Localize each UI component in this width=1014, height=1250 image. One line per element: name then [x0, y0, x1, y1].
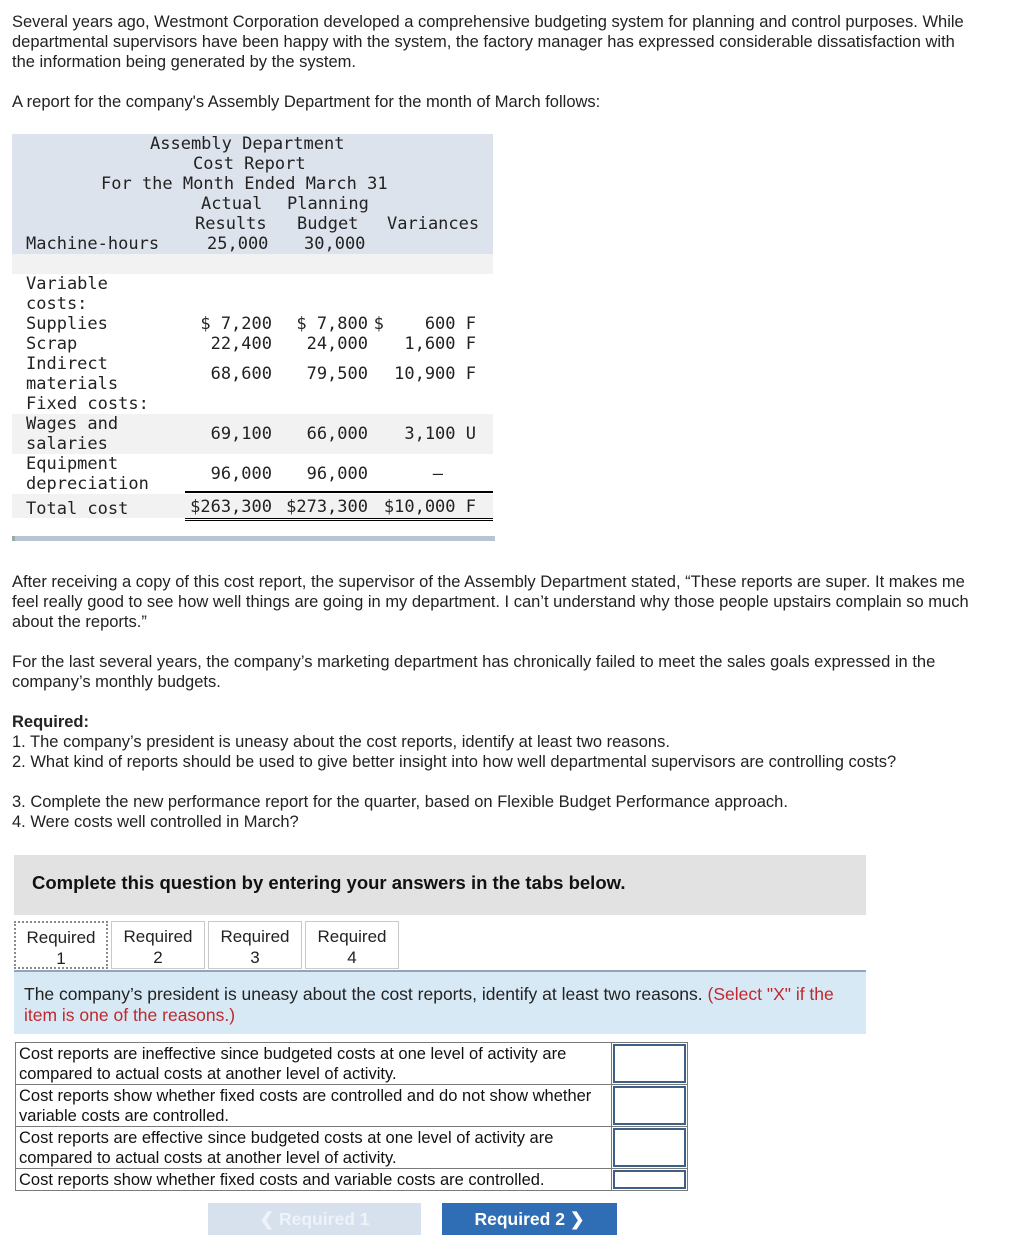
row-variance: $ 600 F [373, 314, 476, 334]
tab-required-4[interactable] [305, 921, 399, 969]
answer-row [15, 1126, 688, 1169]
total-budget: $273,300 [286, 497, 368, 517]
report-period: For the Month Ended March 31 [101, 174, 388, 194]
cost-report [12, 134, 493, 519]
tab-label: Required [220, 927, 290, 946]
prev-label: Required 1 [279, 1209, 370, 1229]
machine-hours-actual: 25,000 [207, 234, 269, 254]
total-actual: $263,300 [190, 497, 272, 517]
answer-text: Cost reports show whether fixed costs and variable costs are controlled. [16, 1169, 612, 1190]
row-actual: $ 7,200 [200, 314, 272, 334]
prompt-hint: (Select "X" if the item is one of the reasons.) [24, 984, 834, 1025]
answer-input[interactable] [613, 1086, 686, 1125]
row-actual: 68,600 [210, 364, 272, 384]
tab-required-1[interactable] [14, 921, 108, 969]
answer-input[interactable] [613, 1170, 686, 1189]
col-variances: Variances [387, 214, 480, 234]
next-label: Required 2 [474, 1209, 565, 1229]
answer-input[interactable] [613, 1044, 686, 1083]
answer-input[interactable] [613, 1128, 686, 1167]
chevron-left-icon: ❮ [259, 1209, 275, 1229]
fixed-costs-label: Fixed costs: [26, 394, 149, 414]
machine-hours-label: Machine-hours [26, 234, 160, 254]
report-bottom-rule [12, 536, 495, 541]
col-actual-line1: Actual [201, 194, 263, 214]
required-item: 1. The company’s president is uneasy about the cost reports, identify at least two reasons. [12, 733, 670, 751]
report-header [12, 134, 493, 254]
row-variance: 10,900 F [394, 364, 476, 384]
question-prompt [14, 972, 866, 1034]
row-variance: 3,100 U [404, 424, 476, 444]
answer-text: Cost reports are effective since budgeted costs at one level of activity are compared to actual costs at another level of activity. [16, 1127, 612, 1168]
prev-button[interactable] [208, 1203, 421, 1235]
instruction-box-text: Complete this question by entering your answers in the tabs below. [32, 872, 626, 893]
row-budget: 66,000 [306, 424, 368, 444]
row-actual: 69,100 [210, 424, 272, 444]
row-budget: 79,500 [306, 364, 368, 384]
tab-number: 4 [347, 948, 357, 967]
answer-text: Cost reports are ineffective since budgeted costs at one level of activity are compared to actual costs at another level of activity. [16, 1043, 612, 1084]
intro-report-lead: A report for the company's Assembly Department for the month of March follows: [12, 93, 601, 111]
answer-row [15, 1168, 688, 1191]
row-budget: 24,000 [306, 334, 368, 354]
variable-costs-label: Variable costs: [26, 274, 108, 314]
row-label: Supplies [26, 314, 108, 334]
total-label: Total cost [26, 499, 129, 519]
supervisor-paragraph: After receiving a copy of this cost report, the supervisor of the Assembly Department stated, “These reports are super. It makes me feel really good to see how well things are going in my department. I can’t understand why those people upstairs complain so much about the reports.” [12, 573, 969, 631]
tab-number: 1 [56, 949, 66, 968]
row-budget: $ 7,800 [296, 314, 368, 334]
chevron-right-icon: ❯ [569, 1209, 585, 1229]
tab-label: Required [26, 928, 96, 947]
row-variance: — [432, 464, 443, 484]
instruction-box [14, 855, 866, 915]
answer-text: Cost reports show whether fixed costs are controlled and do not show whether variable costs are controlled. [16, 1085, 612, 1126]
required-item: 4. Were costs well controlled in March? [12, 813, 299, 831]
row-label: Wages and salaries [26, 414, 119, 454]
answer-row [15, 1042, 688, 1085]
tab-label: Required [317, 927, 387, 946]
required-item: 2. What kind of reports should be used to give better insight into how well departmental supervisors are controlling costs? [12, 753, 897, 771]
intro-paragraph: Several years ago, Westmont Corporation developed a comprehensive budgeting system for planning and control purposes. While departmental supervisors have been happy with the system, the factory manager has expressed considerable dissatisfaction with the information being generated by the system. [12, 13, 964, 71]
machine-hours-budget: 30,000 [304, 234, 366, 254]
report-title: Assembly Department [150, 134, 345, 154]
tab-number: 3 [250, 948, 260, 967]
col-planning-line2: Budget [297, 214, 359, 234]
row-label: Scrap [26, 334, 78, 354]
row-variance: 1,600 F [404, 334, 476, 354]
next-button[interactable] [442, 1203, 617, 1235]
total-variance: $10,000 F [383, 497, 476, 517]
col-planning-line1: Planning [287, 194, 369, 214]
marketing-paragraph: For the last several years, the company’s marketing department has chronically failed to meet the sales goals expressed in the company’s monthly budgets. [12, 653, 936, 691]
row-actual: 96,000 [210, 464, 272, 484]
tab-required-2[interactable] [111, 921, 205, 969]
required-heading: Required: [12, 713, 90, 731]
row-actual: 22,400 [210, 334, 272, 354]
required-item: 3. Complete the new performance report for the quarter, based on Flexible Budget Performance approach. [12, 793, 788, 811]
report-subtitle: Cost Report [193, 154, 306, 174]
col-actual-line2: Results [195, 214, 267, 234]
row-budget: 96,000 [306, 464, 368, 484]
prompt-text: The company’s president is uneasy about the cost reports, identify at least two reasons. [24, 984, 703, 1004]
tab-number: 2 [153, 948, 163, 967]
row-label: Equipment depreciation [26, 454, 149, 494]
answer-row [15, 1084, 688, 1127]
row-label: Indirect materials [26, 354, 119, 394]
tab-label: Required [123, 927, 193, 946]
tab-required-3[interactable] [208, 921, 302, 969]
